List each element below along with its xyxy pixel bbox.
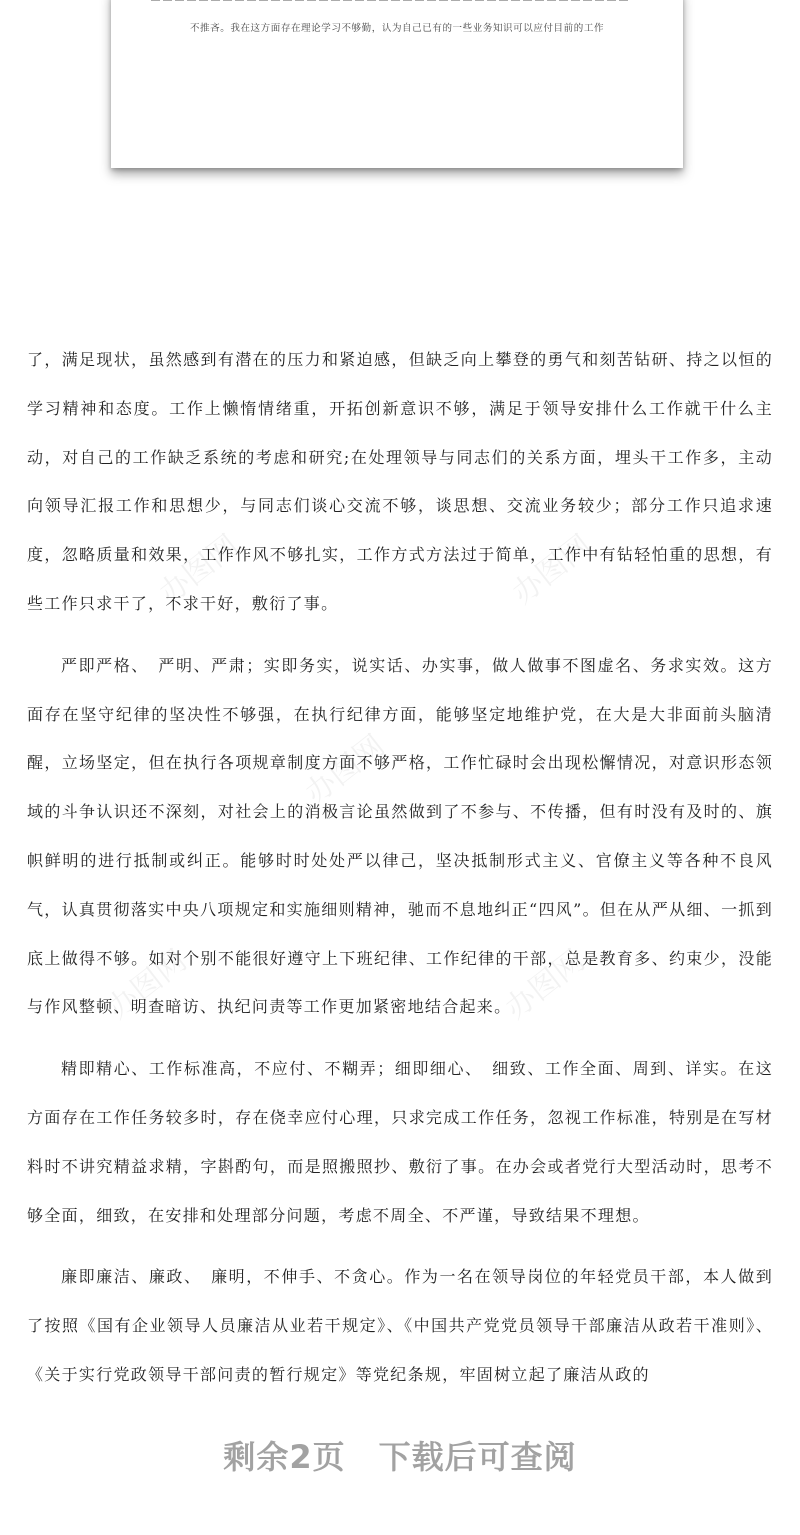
remaining-pages-download-notice[interactable]: 剩余2页 下载后可查阅 <box>223 1438 577 1476</box>
watermark: 办图网 <box>298 728 392 812</box>
document-body <box>27 336 773 1413</box>
watermark: 办图网 <box>100 943 194 1027</box>
document-preview-card <box>111 0 683 168</box>
paragraph-precise-careful: 精即精心、工作标准高，不应付、不糊弄；细即细心、 细致、工作全面、周到、详实。在这方面存在工作任务较多时，存在侥幸应付心理，只求完成工作任务，忽视工作标准，特别是在写材料时不讲究精益求精，字斟酌句，而是照搬照抄、敷衍了事。在办会或者党行大型活动时，思考不够全面，细致，在安排和处理部分问题，考虑不周全、不严谨，导致结果不理想。 <box>27 1059 773 1225</box>
paragraph-integrity: 廉即廉洁、廉政、 廉明，不伸手、不贪心。作为一名在领导岗位的年轻党员干部，本人做到了按照《国有企业领导人员廉洁从业若干规定》、《中国共产党党员领导干部廉洁从政若干准则》、《关于实行党政领导干部问责的暂行规定》等党纪条规，牢固树立起了廉洁从政的 <box>27 1267 773 1384</box>
watermark: 办图网 <box>498 943 592 1027</box>
paragraph-strict-practical: 严即严格、 严明、严肃；实即务实，说实话、办实事，做人做事不图虚名、务求实效。这方面存在坚守纪律的坚决性不够强，在执行纪律方面，能够坚定地维护党，在大是大非面前头脑清醒，立场坚定，但在执行各项规章制度方面不够严格，工作忙碌时会出现松懈情况，对意识形态领域的斗争认识还不深刻，对社会上的消极言论虽然做到了不参与、不传播，但有时没有及时的、旗帜鲜明的进行抵制或纠正。能够时时处处严以律己，坚决抵制形式主义、官僚主义等各种不良风气，认真贯彻落实中央八项规定和实施细则精神，驰而不息地纠正“四风”。但在从严从细、一抓到底上做得不够。如对个别不能很好遵守上下班纪律、工作纪律的干部，总是教育多、约束少，没能与作风整顿、明查暗访、执纪问责等工作更加紧密地结合起来。 <box>27 655 773 1017</box>
paragraph-continuation: 了，满足现状，虽然感到有潜在的压力和紧迫感，但缺乏向上攀登的勇气和刻苦钻研、持之以恒的学习精神和态度。工作上懒惰情绪重，开拓创新意识不够，满足于领导安排什么工作就干什么主动，对自己的工作缺乏系统的考虑和研究;在处理领导与同志们的关系方面，埋头干工作多，主动向领导汇报工作和思想少，与同志们谈心交流不够，谈思想、交流业务较少；部分工作只追求速度，忽略质量和效果，工作作风不够扎实，工作方式方法过于简单，工作中有钻轻怕重的思想，有些工作只求干了，不求干好，敷衍了事。 <box>27 350 773 613</box>
watermark: 办图网 <box>505 528 599 612</box>
preview-cut-text-line <box>151 0 631 1</box>
preview-text-line: 不推吝。我在这方面存在理论学习不够勤，认为自己已有的一些业务知识可以应付目前的工作 <box>189 23 605 34</box>
watermark: 办图网 <box>152 528 246 612</box>
